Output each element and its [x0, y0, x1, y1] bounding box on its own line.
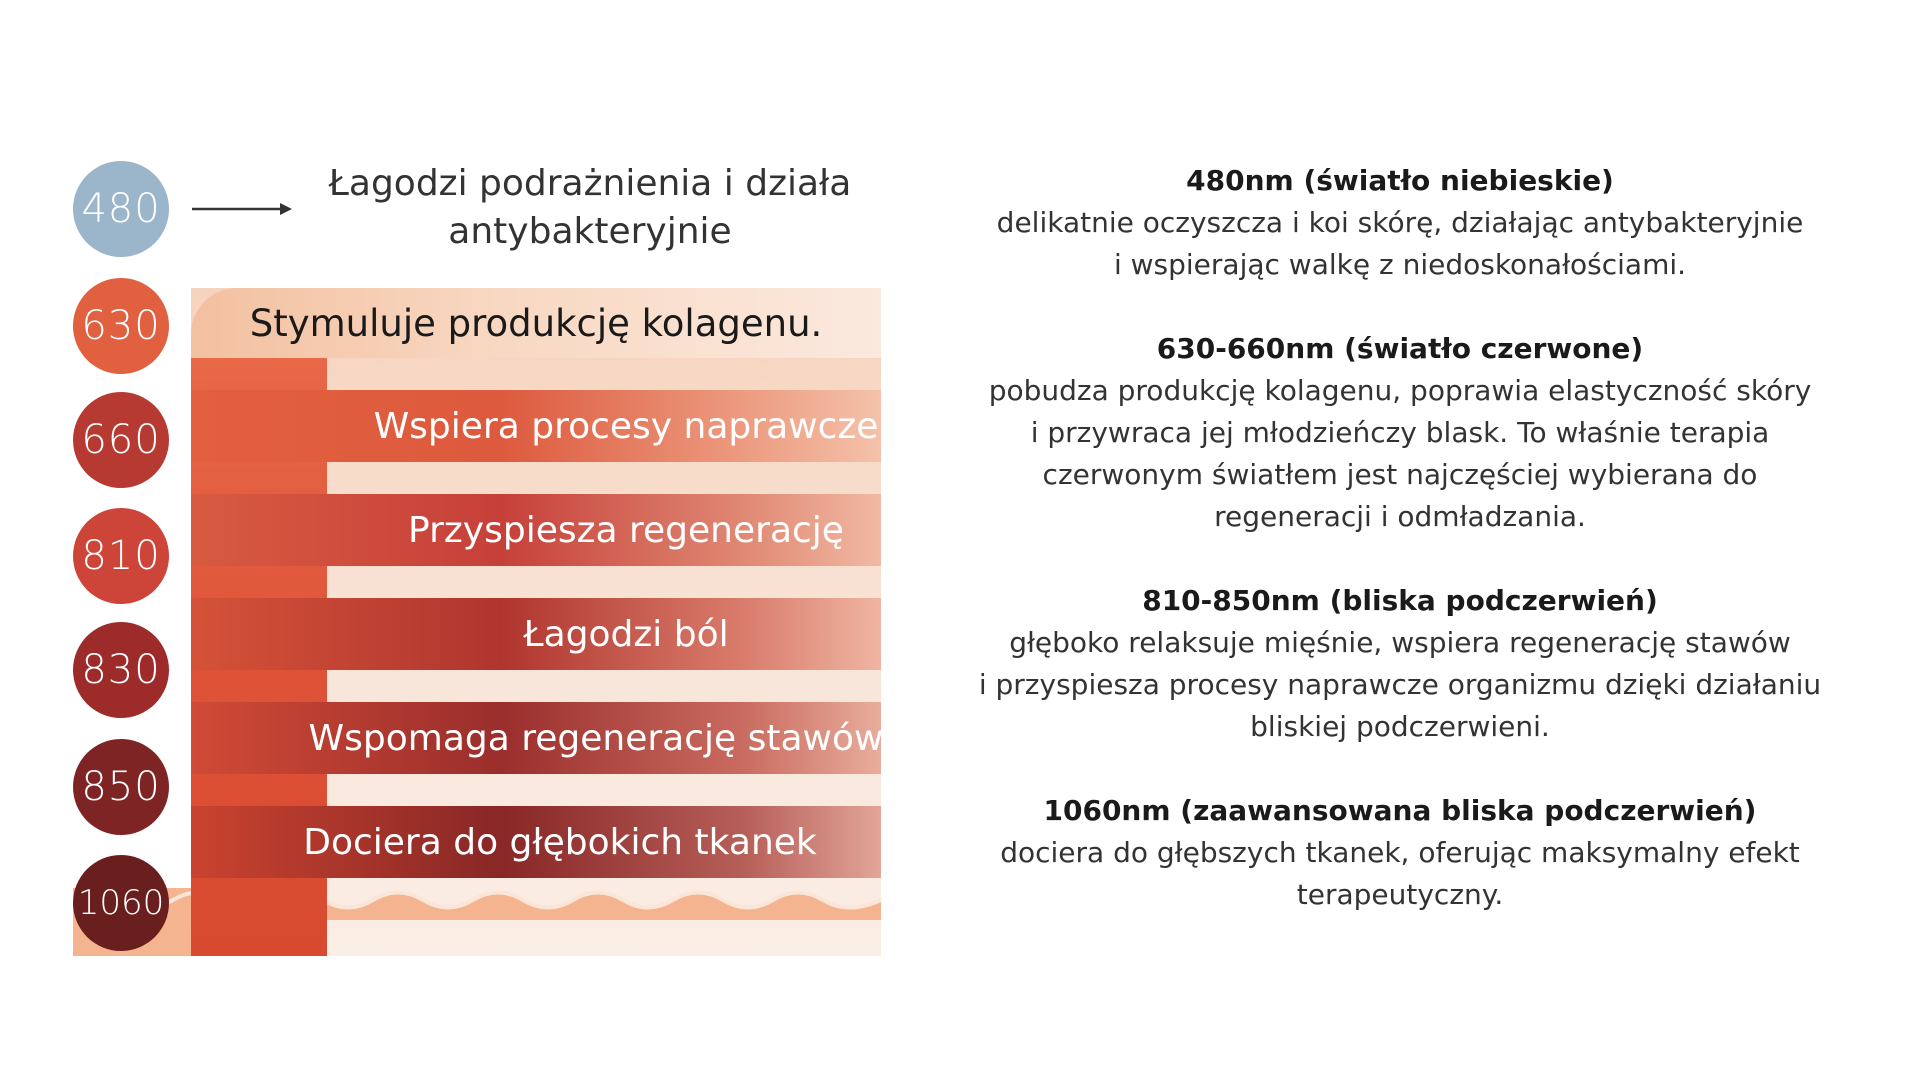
section-line: i przyspiesza procesy naprawcze organizmu dzięki działaniu: [978, 668, 1822, 701]
section-810-850nm: [900, 580, 1900, 748]
section-1060nm: [900, 790, 1900, 916]
effect-label: Łagodzi ból: [523, 613, 729, 655]
section-line: regeneracji i odmładzania.: [1214, 500, 1586, 533]
section-line: i przywraca jej młodzieńczy blask. To właśnie terapia: [1030, 416, 1770, 449]
section-title: 630-660nm (światło czerwone): [1156, 332, 1644, 365]
skin-diagram: [0, 0, 900, 1080]
wavelength-descriptions: [900, 160, 1900, 958]
section-line: i wspierając walkę z niedoskonałościami.: [1113, 248, 1687, 281]
section-line: czerwonym światłem jest najczęściej wybierana do: [1042, 458, 1758, 491]
section-title: 1060nm (zaawansowana bliska podczerwień): [1043, 794, 1757, 827]
section-line: terapeutyczny.: [1296, 878, 1504, 911]
arrow-right-icon: [192, 200, 292, 218]
section-line: głęboko relaksuje mięśnie, wspiera regenerację stawów: [1009, 626, 1791, 659]
effect-label: Wspiera procesy naprawcze: [373, 405, 879, 447]
section-630-660nm: [900, 328, 1900, 538]
section-line: bliskiej podczerwieni.: [1250, 710, 1550, 743]
skin-layers-illustration: [73, 288, 884, 956]
section-title: 810-850nm (bliska podczerwień): [1142, 584, 1658, 617]
wavelength-badge-480: 480: [73, 161, 169, 257]
section-title: 480nm (światło niebieskie): [1186, 164, 1614, 197]
wavelength-badge-660: 660: [73, 392, 169, 488]
section-480nm: [900, 160, 1900, 286]
effect-band-regeneration: [191, 494, 881, 566]
section-line: delikatnie oczyszcza i koi skórę, działając antybakteryjnie: [996, 206, 1804, 239]
effect-label: Stymuluje produkcję kolagenu.: [249, 301, 823, 345]
section-line: pobudza produkcję kolagenu, poprawia elastyczność skóry: [988, 374, 1812, 407]
effect-band-repair: [191, 390, 881, 462]
effect-label: Wspomaga regenerację stawów: [308, 717, 884, 759]
effect-label: Przyspiesza regenerację: [408, 509, 844, 551]
wavelength-badge-630: 630: [73, 278, 169, 374]
wavelength-badge-850: 850: [73, 739, 169, 835]
effect-band-joints: [191, 702, 884, 774]
effect-band-collagen: [191, 288, 881, 358]
wavelength-badge-830: 830: [73, 622, 169, 718]
effect-label: Dociera do głębokich tkanek: [303, 821, 817, 863]
wavelength-badge-810: 810: [73, 508, 169, 604]
blue-light-effect: Łagodzi podrażnienia i działa antybakteryjnie: [328, 163, 852, 252]
section-line: dociera do głębszych tkanek, oferując maksymalny efekt: [1000, 836, 1800, 869]
effect-band-deep-tissue: [191, 806, 881, 878]
effect-band-pain: [191, 598, 881, 670]
wavelength-badge-1060: 1060: [73, 855, 169, 951]
